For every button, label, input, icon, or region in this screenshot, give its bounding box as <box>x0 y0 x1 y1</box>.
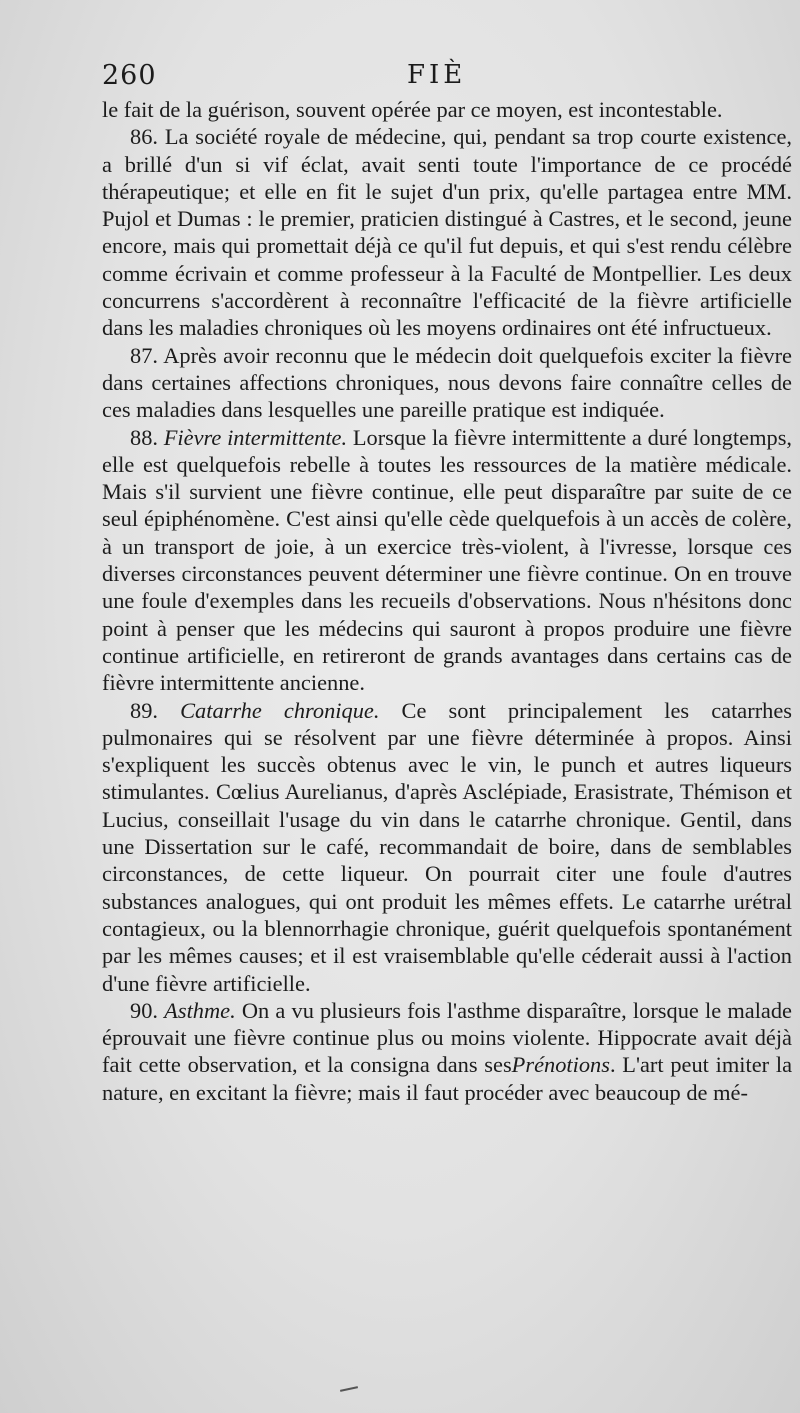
section-title: Catarrhe chronique. <box>180 697 380 723</box>
printer-mark <box>340 1386 358 1392</box>
page-number: 260 <box>102 60 157 91</box>
paragraph-text-after: . L'art peut imiter la nature, en excitant la fièvre; mais il faut procéder avec beaucoup de mé- <box>102 1052 793 1105</box>
running-head: FIÈ <box>407 60 467 90</box>
section-title: Fièvre intermittente. <box>163 424 348 450</box>
paragraph-text: Ce sont principalement les catarrhes pulmonaires qui se résolvent par une fièvre déterminée à propos. Ainsi s'expliquent les succès obtenus avec le vin, le punch et autres liqueurs stimulantes. Cœlius Aurelianus, d'après Asclépiade, Erasistrate, Thémison et Lucius, conseillait l'usage du vin dans le catarrhe chronique. Gentil, dans une Dissertation sur le café, recommandait de boire, dans de semblables circonstances, de cette liqueur. On pourrait citer une foule d'autres substances analogues, qui ont produit les mêmes effets. Le catarrhe urétral contagieux, ou la blennorrhagie chronique, guérit quelquefois spontanément par les mêmes causes; et il est vraisemblable qu'elle céderait aussi à l'action d'une fièvre artificielle. <box>102 697 793 996</box>
paragraph-number: 87. <box>130 342 158 368</box>
paragraph-86 <box>102 123 792 341</box>
section-title: Asthme. <box>164 997 236 1023</box>
italic-reference: Prénotions <box>511 1052 610 1078</box>
paragraph-text: On a vu plusieurs fois l'asthme disparaître, lorsque le malade éprouvait une fièvre continue plus ou moins violente. Hippocrate avait déjà fait cette observation, et la consigna dans ses <box>102 997 792 1078</box>
paragraph-89 <box>102 697 792 997</box>
paragraph-number: 89. <box>130 697 158 723</box>
paragraph-text: La société royale de médecine, qui, pendant sa trop courte existence, a brillé d'un si vif éclat, avait senti toute l'importance de ce procédé thérapeutique; et elle en fit le sujet d'un prix, qu'elle partagea entre MM. Pujol et Dumas : le premier, praticien distingué à Castres, et le second, jeune encore, mais qui promettait déjà ce qu'il fut depuis, et qui s'est rendu célèbre comme écrivain et comme professeur à la Faculté de Montpellier. Les deux concurrens s'accordèrent à reconnaître l'efficacité de la fièvre artificielle dans les maladies chroniques où les moyens ordinaires ont été infructueux. <box>102 124 792 341</box>
paragraph-88 <box>102 424 792 697</box>
paragraph-number: 88. <box>130 424 158 450</box>
paragraph-90 <box>102 997 792 1106</box>
page-header <box>102 60 792 96</box>
body-text <box>102 96 792 1106</box>
paragraph-continuation <box>102 96 792 123</box>
paragraph-number: 90. <box>130 997 158 1023</box>
paragraph-text: Après avoir reconnu que le médecin doit quelquefois exciter la fièvre dans certaines affections chroniques, nous devons faire connaître celles de ces maladies dans lesquelles une pareille pratique est indiquée. <box>102 342 792 423</box>
paragraph-87 <box>102 342 792 424</box>
paragraph-number: 86. <box>130 124 158 150</box>
paragraph-text: le fait de la guérison, souvent opérée par ce moyen, est incontestable. <box>102 97 723 122</box>
paragraph-text: Lorsque la fièvre intermittente a duré longtemps, elle est quelquefois rebelle à toutes les ressources de la matière médicale. Mais s'il survient une fièvre continue, elle peut disparaître par suite de ce seul épiphénomène. C'est ainsi qu'elle cède quelquefois à un accès de colère, à un transport de joie, à un exercice très-violent, à l'ivresse, lorsque ces diverses circonstances peuvent déterminer une fièvre continue. On en trouve une foule d'exemples dans les recueils d'observations. Nous n'hésitons donc point à penser que les médecins qui sauront à propos produire une fièvre continue artificielle, en retireront de grands avantages dans certains cas de fièvre intermittente ancienne. <box>102 424 793 696</box>
